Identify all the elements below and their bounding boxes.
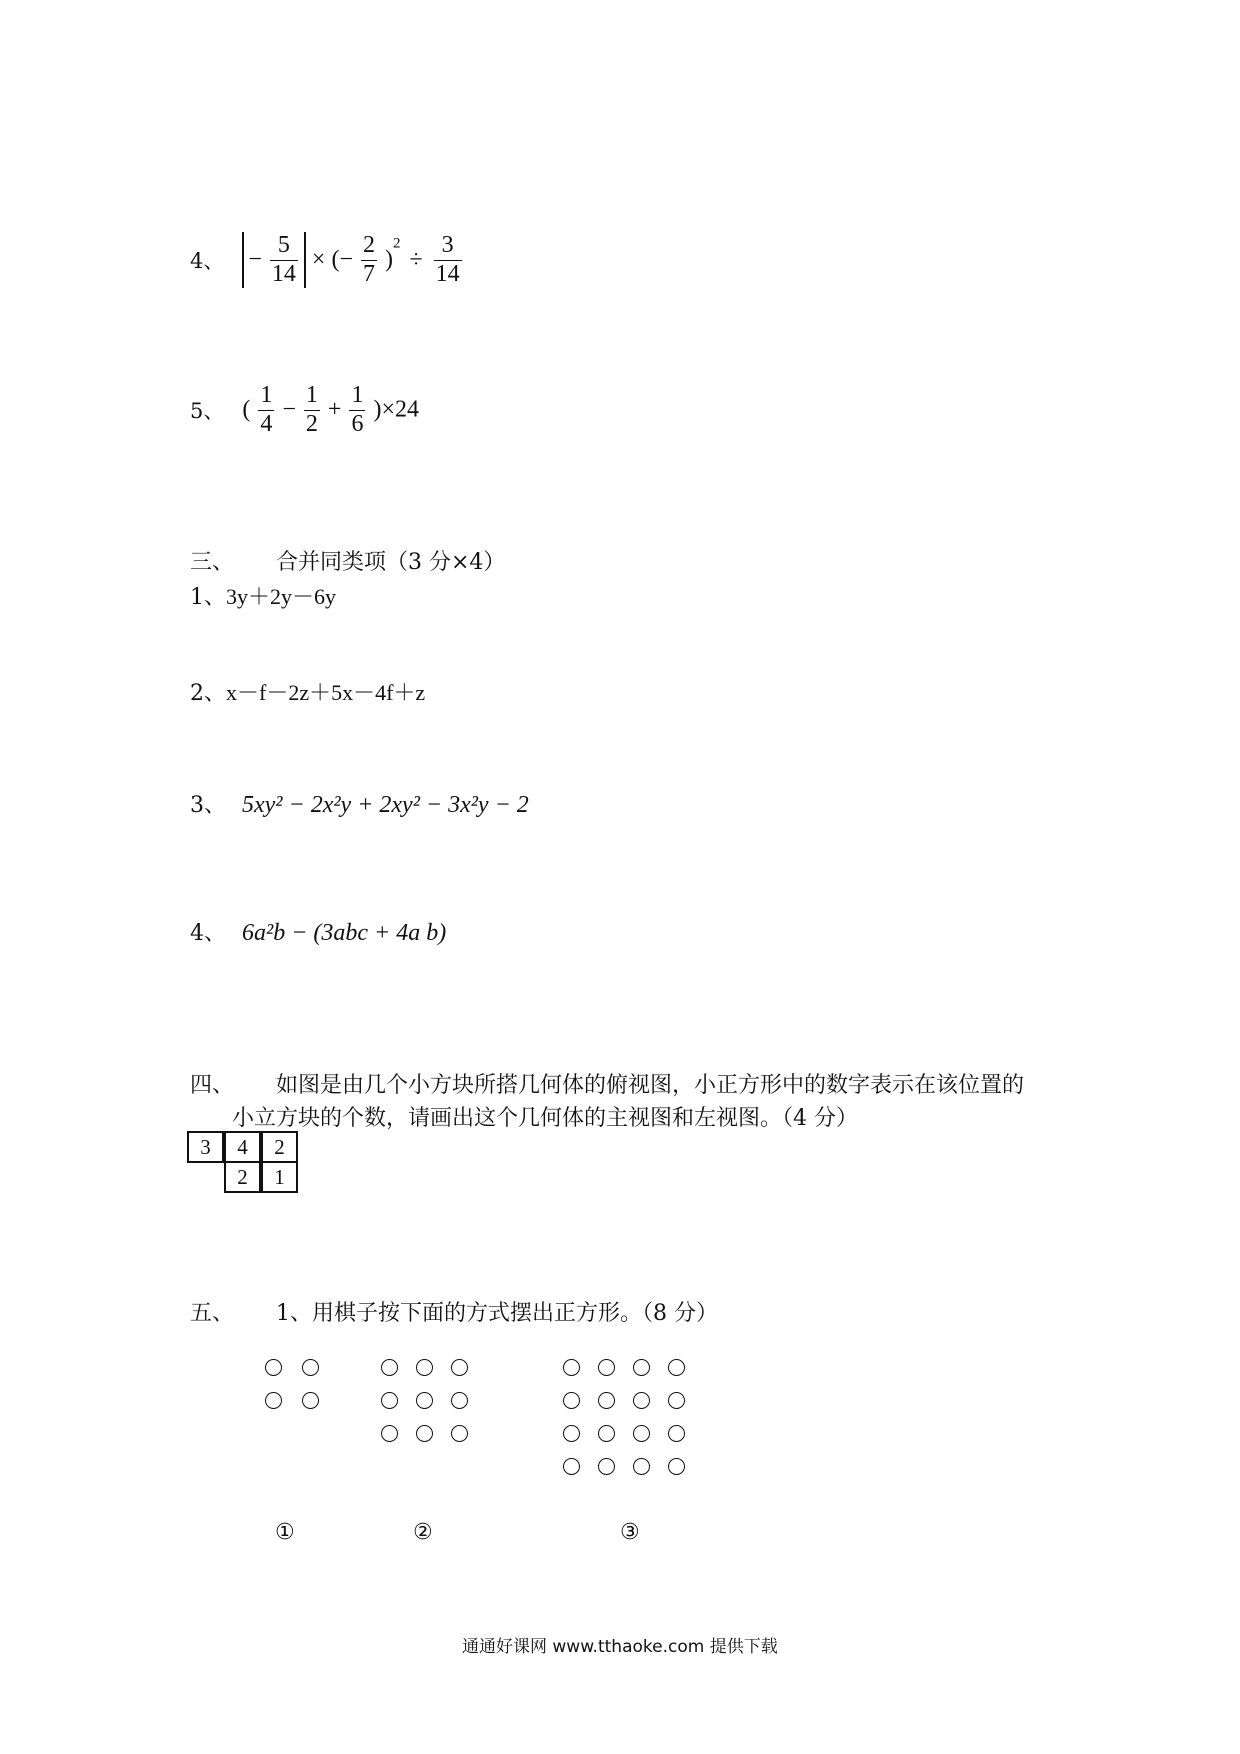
chess-piece-circle <box>416 1425 433 1442</box>
fraction: $\frac{1}{4}$ <box>260 382 273 437</box>
chess-piece-circle <box>668 1425 685 1442</box>
question-number: 4、 <box>190 249 225 274</box>
chess-piece-circle <box>633 1458 650 1475</box>
section-3-item-3: 3、 5xy² − 2x²y + 2xy² − 3x²y − 2 <box>190 792 529 818</box>
fraction: $\frac{2}{7}$ <box>363 232 375 287</box>
grid-cell: 1 <box>261 1161 298 1193</box>
fraction: $\frac{3}{14}$ <box>435 232 460 287</box>
absolute-value: − $\frac{5}{14}$ <box>242 232 306 288</box>
chess-piece-circle <box>381 1392 398 1409</box>
chess-piece-circle <box>633 1359 650 1376</box>
chess-piece-circle <box>302 1359 319 1376</box>
section-3-item-4: 4、 6a²b − (3abc + 4a b) <box>190 920 447 946</box>
section-3-item-2: 2、x－f－2z＋5x－4f＋z <box>190 680 426 706</box>
question-2-5: 5、 ( $\frac{1}{4}$ − $\frac{1}{2}$ + $\frac{1}{6}$ )×24 <box>190 382 419 437</box>
page-footer: 通通好课网 www.tthaoke.com 提供下载 <box>462 1637 778 1657</box>
section-5-heading: 五、 1、用棋子按下面的方式摆出正方形。（8 分） <box>190 1301 718 1326</box>
chess-piece-circle <box>563 1392 580 1409</box>
chess-piece-circle <box>381 1425 398 1442</box>
chess-piece-circle <box>416 1359 433 1376</box>
chess-piece-circle <box>563 1425 580 1442</box>
section-4-line-2: 小立方块的个数，请画出这个几何体的主视图和左视图。（4 分） <box>232 1106 858 1131</box>
grid-cell: 4 <box>224 1131 261 1163</box>
chess-piece-circle <box>668 1392 685 1409</box>
chess-piece-circle <box>381 1359 398 1376</box>
fraction: $\frac{1}{2}$ <box>305 382 318 437</box>
chess-piece-circle <box>563 1359 580 1376</box>
figure-label-2: ② <box>413 1520 433 1545</box>
chess-piece-circle <box>668 1458 685 1475</box>
question-2-4: 4、 − $\frac{5}{14}$ × (− $\frac{2}{7}$ )$^2$ ÷ $\frac{3}{14}$ <box>190 232 460 287</box>
chess-piece-circle <box>265 1392 282 1409</box>
section-4-heading: 四、 如图是由几个小方块所搭几何体的俯视图，小正方形中的数字表示在该位置的 <box>190 1073 1025 1098</box>
grid-cell: 2 <box>261 1131 298 1163</box>
figure-label-1: ① <box>275 1520 295 1545</box>
chess-piece-circle <box>598 1425 615 1442</box>
chess-piece-circle <box>416 1392 433 1409</box>
question-number: 5、 <box>190 399 225 424</box>
chess-piece-circle <box>598 1458 615 1475</box>
grid-cell: 2 <box>224 1161 261 1193</box>
chess-piece-circle <box>633 1392 650 1409</box>
chess-piece-circle <box>451 1392 468 1409</box>
chess-piece-circle <box>451 1359 468 1376</box>
chess-piece-circle <box>633 1425 650 1442</box>
fraction: $\frac{1}{6}$ <box>351 382 364 437</box>
grid-cell: 3 <box>187 1131 224 1163</box>
chess-piece-circle <box>563 1458 580 1475</box>
chess-piece-circle <box>451 1425 468 1442</box>
section-3-item-1: 1、3y＋2y－6y <box>190 584 337 610</box>
chess-piece-circle <box>265 1359 282 1376</box>
chess-piece-circle <box>668 1359 685 1376</box>
chess-piece-circle <box>598 1359 615 1376</box>
figure-label-3: ③ <box>620 1520 640 1545</box>
chess-piece-circle <box>302 1392 319 1409</box>
fraction: $\frac{5}{14}$ <box>271 232 296 287</box>
section-3-heading: 三、 合并同类项（3 分×4） <box>190 550 506 575</box>
chess-piece-circle <box>598 1392 615 1409</box>
